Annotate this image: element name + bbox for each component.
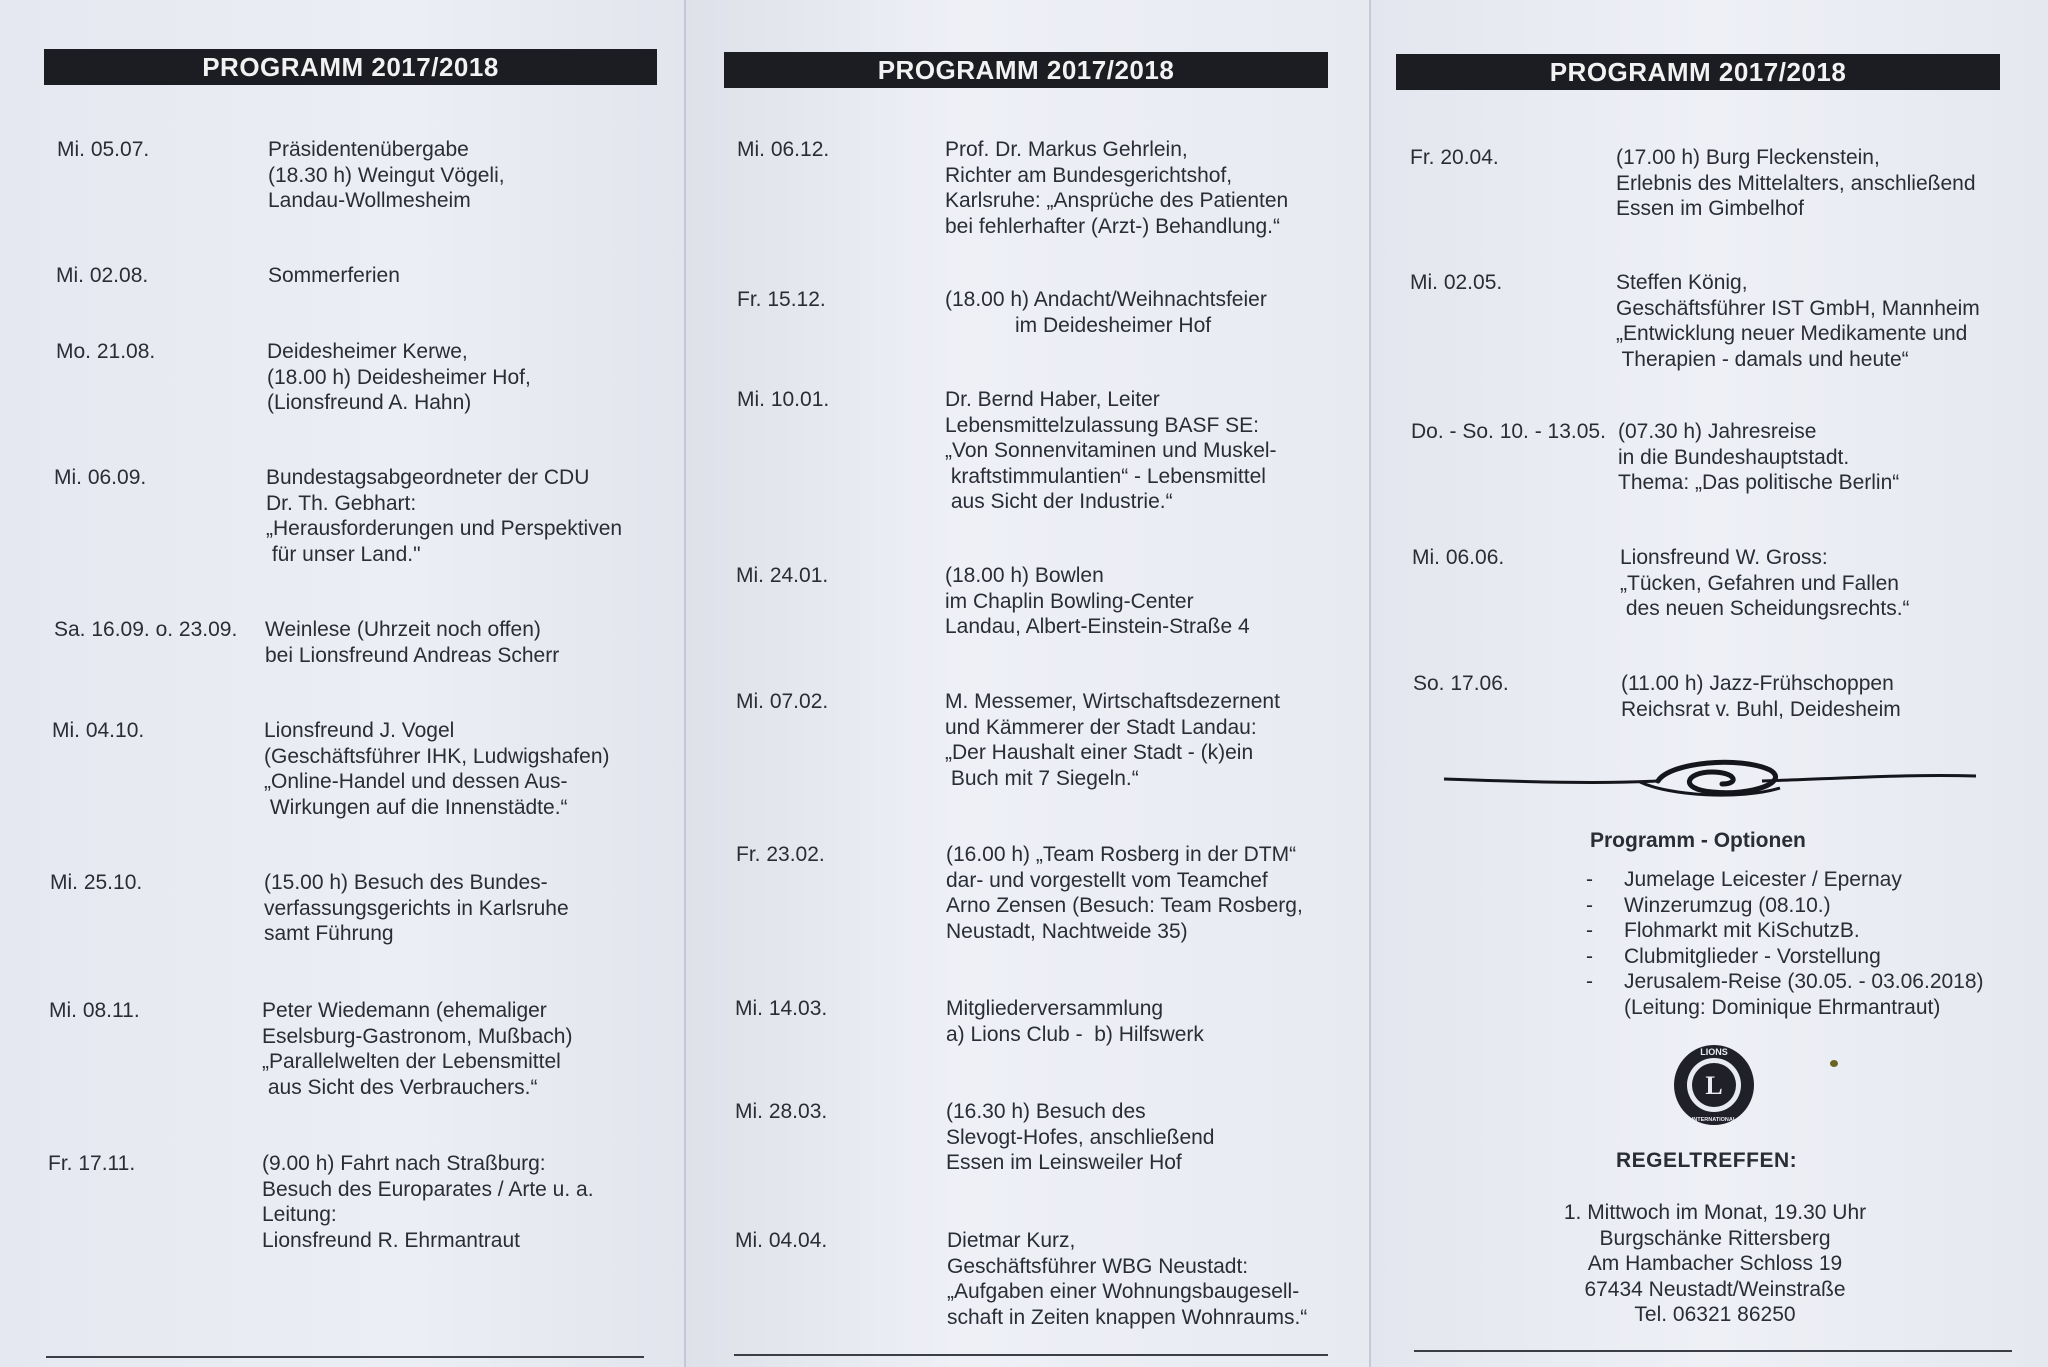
- entry-description: [1616, 145, 1976, 222]
- entry-date: Mi. 06.09.: [54, 466, 147, 489]
- logo-bottom-text: INTERNATIONAL: [1691, 1117, 1737, 1123]
- entry-description: [946, 996, 1204, 1047]
- regeltreffen-line: Burgschänke Rittersberg: [1599, 1226, 1831, 1250]
- program-header-title: PROGRAMM 2017/2018: [1549, 56, 1847, 87]
- entry-line: Arno Zensen (Besuch: Team Rosberg,: [946, 894, 1303, 917]
- option-item: [1586, 944, 1984, 970]
- entry-date: Mi. 08.11.: [49, 999, 140, 1022]
- entry-line: Slevogt-Hofes, anschließend: [946, 1125, 1215, 1149]
- option-bullet: -: [1586, 919, 1593, 942]
- entry-line: Wirkungen auf die Innenstädte.“: [264, 795, 568, 819]
- entry-description: [267, 339, 531, 416]
- entry-date: So. 17.06.: [1413, 672, 1509, 695]
- entry-line: Lionsfreund J. Vogel: [264, 719, 455, 742]
- entry-line: Dr. Bernd Haber, Leiter: [945, 388, 1160, 411]
- entry-date: Mi. 07.02.: [736, 690, 829, 713]
- option-text: Winzerumzug (08.10.): [1624, 893, 1831, 917]
- entry-line: „Online-Handel und dessen Aus-: [264, 770, 568, 793]
- entry-line: Essen im Leinsweiler Hof: [946, 1151, 1182, 1174]
- bottom-rule: [734, 1354, 1328, 1356]
- entry-description: [1616, 270, 1980, 372]
- entry-date: Sa. 16.09. o. 23.09.: [54, 618, 238, 641]
- option-item: [1586, 969, 1984, 1020]
- program-header-title: PROGRAMM 2017/2018: [877, 54, 1175, 85]
- entry-line: Mitgliederversammlung: [946, 997, 1164, 1020]
- entry-line: (16.00 h) „Team Rosberg in der DTM“: [946, 843, 1297, 866]
- program-header: [44, 49, 657, 85]
- entry-description: [268, 263, 400, 289]
- entry-line: und Kämmerer der Stadt Landau:: [945, 715, 1257, 739]
- entry-date: Fr. 23.02.: [736, 843, 825, 866]
- entry-line: (18.30 h) Weingut Vögeli,: [268, 163, 505, 187]
- entry-line: kraftstimmulantien“ - Lebensmittel: [945, 464, 1266, 488]
- entry-line: (Geschäftsführer IHK, Ludwigshafen): [264, 744, 610, 768]
- entry-line: (16.30 h) Besuch des: [946, 1100, 1146, 1123]
- entry-line: Geschäftsführer IST GmbH, Mannheim: [1616, 296, 1980, 320]
- entry-date: Mi. 06.06.: [1412, 546, 1505, 569]
- options-title: Programm - Optionen: [1590, 829, 1806, 852]
- entry-date: Fr. 15.12.: [737, 288, 826, 311]
- fold-line: [1369, 0, 1371, 1367]
- regeltreffen-line: 1. Mittwoch im Monat, 19.30 Uhr: [1563, 1201, 1867, 1224]
- entry-line: Landau-Wollmesheim: [268, 189, 471, 212]
- logo-top-text: LIONS: [1700, 1047, 1728, 1057]
- entry-line: Weinlese (Uhrzeit noch offen): [265, 618, 541, 641]
- entry-date: Mi. 25.10.: [50, 871, 143, 894]
- entry-description: [262, 998, 572, 1100]
- entry-line: (11.00 h) Jazz-Frühschoppen: [1621, 672, 1894, 695]
- entry-line: Dietmar Kurz,: [947, 1229, 1076, 1252]
- entry-line: Erlebnis des Mittelalters, anschließend: [1616, 171, 1976, 195]
- entry-line: (07.30 h) Jahresreise: [1618, 420, 1817, 443]
- entry-line: Präsidentenübergabe: [268, 138, 469, 161]
- entry-line: verfassungsgerichts in Karlsruhe: [264, 896, 569, 920]
- bottom-rule: [46, 1356, 644, 1358]
- entry-line: Steffen König,: [1616, 271, 1748, 294]
- entry-line: „Tücken, Gefahren und Fallen: [1620, 571, 1899, 595]
- entry-line: Lionsfreund W. Gross:: [1620, 546, 1828, 569]
- option-text: Jumelage Leicester / Epernay: [1624, 868, 1902, 891]
- entry-line: bei Lionsfreund Andreas Scherr: [265, 643, 560, 667]
- fold-line: [684, 0, 686, 1367]
- entry-line: Peter Wiedemann (ehemaliger: [262, 999, 547, 1022]
- entry-description: [268, 137, 505, 214]
- option-item: [1586, 893, 1984, 919]
- entry-line: Richter am Bundesgerichtshof,: [945, 163, 1233, 187]
- entry-line: „Der Haushalt einer Stadt - (k)ein: [945, 741, 1254, 764]
- entry-line: Therapien - damals und heute“: [1616, 347, 1909, 371]
- option-text: Jerusalem-Reise (30.05. - 03.06.2018) (Leitung: Dominique Ehrmantraut): [1624, 970, 1984, 1019]
- entry-line: a) Lions Club - b) Hilfswerk: [946, 1022, 1204, 1046]
- entry-description: [1618, 419, 1899, 496]
- option-bullet: -: [1586, 944, 1593, 968]
- program-header-title: PROGRAMM 2017/2018: [202, 51, 499, 82]
- entry-line: Prof. Dr. Markus Gehrlein,: [945, 138, 1188, 161]
- regeltreffen-line: 67434 Neustadt/Weinstraße: [1584, 1277, 1846, 1301]
- regeltreffen-details: [1490, 1200, 1940, 1328]
- entry-line: des neuen Scheidungsrechts.“: [1620, 597, 1910, 620]
- entry-line: (18.00 h) Andacht/Weihnachtsfeier: [945, 288, 1267, 311]
- regeltreffen-line: Tel. 06321 86250: [1634, 1303, 1796, 1326]
- option-text: Flohmarkt mit KiSchutzB.: [1624, 919, 1860, 942]
- entry-line: (18.00 h) Deidesheimer Hof,: [267, 365, 531, 389]
- entry-line: Bundestagsabgeordneter der CDU: [266, 466, 590, 489]
- entry-line: Buch mit 7 Siegeln.“: [945, 766, 1139, 790]
- bottom-rule: [1414, 1350, 2012, 1352]
- entry-line: Eselsburg-Gastronom, Mußbach): [262, 1024, 573, 1048]
- entry-description: [945, 387, 1277, 515]
- entry-line: Neustadt, Nachtweide 35): [946, 919, 1188, 943]
- entry-date: Fr. 20.04.: [1410, 146, 1499, 169]
- option-bullet: -: [1586, 970, 1593, 993]
- entry-description: [945, 137, 1288, 239]
- entry-date: Mi. 14.03.: [735, 997, 828, 1020]
- entry-date: Mi. 28.03.: [735, 1100, 828, 1123]
- option-bullet: -: [1586, 893, 1593, 917]
- entry-date: Mo. 21.08.: [56, 340, 156, 363]
- entry-line: Leitung:: [262, 1203, 337, 1226]
- program-header: [724, 52, 1328, 88]
- entry-description: [946, 1099, 1214, 1176]
- entry-line: im Chaplin Bowling-Center: [945, 589, 1194, 613]
- entry-line: „Aufgaben einer Wohnungsbaugesell-: [947, 1280, 1300, 1303]
- option-item: [1586, 918, 1984, 944]
- entry-line: Karlsruhe: „Ansprüche des Patienten: [945, 189, 1289, 212]
- entry-line: schaft in Zeiten knappen Wohnraums.“: [947, 1305, 1308, 1329]
- entry-description: [1621, 671, 1901, 722]
- entry-line: „Von Sonnenvitaminen und Muskel-: [945, 439, 1277, 462]
- entry-line: „Herausforderungen und Perspektiven: [266, 517, 623, 540]
- entry-date: Mi. 04.10.: [52, 719, 145, 742]
- entry-date: Mi. 02.08.: [56, 264, 149, 287]
- entry-description: [1620, 545, 1910, 622]
- entry-line: M. Messemer, Wirtschaftsdezernent: [945, 690, 1280, 713]
- regeltreffen-title: REGELTREFFEN:: [1616, 1149, 1798, 1172]
- entry-line: Thema: „Das politische Berlin“: [1618, 471, 1900, 494]
- entry-line: (18.00 h) Bowlen: [945, 564, 1104, 587]
- entry-date: Mi. 10.01.: [737, 388, 830, 411]
- entry-line: Essen im Gimbelhof: [1616, 197, 1804, 220]
- entry-line: (9.00 h) Fahrt nach Straßburg:: [262, 1152, 546, 1175]
- paper-speck: [1830, 1060, 1838, 1067]
- option-text: Clubmitglieder - Vorstellung: [1624, 944, 1881, 968]
- entry-line: samt Führung: [264, 922, 394, 945]
- entry-date: Mi. 05.07.: [57, 138, 150, 161]
- entry-date: Fr. 17.11.: [48, 1152, 136, 1175]
- ornament-divider: [1440, 752, 1980, 802]
- entry-description: [265, 617, 559, 668]
- entry-line: Geschäftsführer WBG Neustadt:: [947, 1254, 1249, 1278]
- entry-line: Sommerferien: [268, 264, 400, 287]
- option-item: [1586, 867, 1984, 893]
- entry-line: aus Sicht der Industrie.“: [945, 490, 1173, 513]
- entry-date: Mi. 04.04.: [735, 1229, 828, 1252]
- entry-line: aus Sicht des Verbrauchers.“: [262, 1075, 538, 1099]
- entry-line: in die Bundeshauptstadt.: [1618, 445, 1850, 469]
- entry-line: bei fehlerhafter (Arzt-) Behandlung.“: [945, 214, 1281, 238]
- entry-description: [945, 287, 1267, 338]
- option-bullet: -: [1586, 868, 1593, 891]
- entry-description: [264, 718, 610, 820]
- entry-description: [262, 1151, 594, 1253]
- entry-description: [945, 689, 1280, 791]
- entry-description: [946, 842, 1303, 944]
- entry-line: für unser Land.": [266, 542, 421, 566]
- entry-line: dar- und vorgestellt vom Teamchef: [946, 868, 1268, 892]
- entry-line: Lionsfreund R. Ehrmantraut: [262, 1228, 520, 1252]
- entry-line: im Deidesheimer Hof: [945, 313, 1212, 337]
- entry-line: (15.00 h) Besuch des Bundes-: [264, 871, 548, 894]
- entry-line: „Parallelwelten der Lebensmittel: [262, 1050, 561, 1073]
- entry-date: Do. - So. 10. - 13.05.: [1411, 420, 1606, 443]
- entry-line: Landau, Albert-Einstein-Straße 4: [945, 615, 1250, 638]
- entry-date: Mi. 06.12.: [737, 138, 830, 161]
- entry-line: Reichsrat v. Buhl, Deidesheim: [1621, 697, 1901, 721]
- entry-line: Besuch des Europarates / Arte u. a.: [262, 1177, 594, 1201]
- entry-line: (Lionsfreund A. Hahn): [267, 391, 472, 414]
- lions-logo-icon: [1672, 1043, 1756, 1127]
- entry-description: [266, 465, 622, 567]
- entry-description: [945, 563, 1250, 640]
- program-header: [1396, 54, 2000, 90]
- entry-line: „Entwicklung neuer Medikamente und: [1616, 322, 1968, 345]
- entry-description: [264, 870, 569, 947]
- options-list: [1586, 867, 1984, 1020]
- regeltreffen-line: Am Hambacher Schloss 19: [1587, 1252, 1843, 1275]
- entry-line: Dr. Th. Gebhart:: [266, 491, 417, 515]
- entry-date: Mi. 24.01.: [736, 564, 829, 587]
- entry-line: Lebensmittelzulassung BASF SE:: [945, 413, 1259, 437]
- entry-date: Mi. 02.05.: [1410, 271, 1503, 294]
- logo-letter: L: [1705, 1071, 1723, 1100]
- entry-line: Deidesheimer Kerwe,: [267, 340, 468, 363]
- entry-description: [947, 1228, 1307, 1330]
- entry-line: (17.00 h) Burg Fleckenstein,: [1616, 146, 1880, 169]
